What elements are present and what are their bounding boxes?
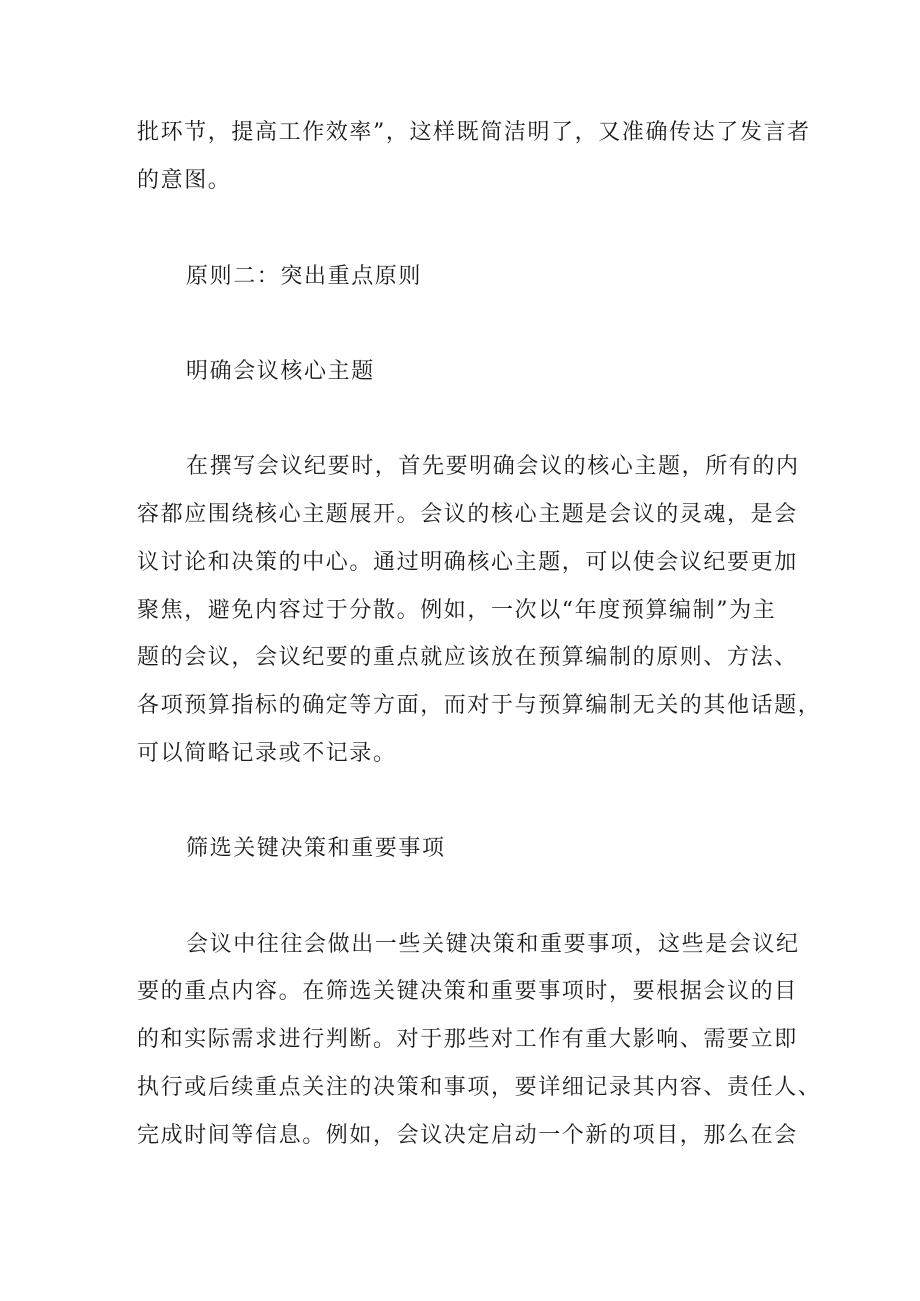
body-text-line: 完成时间等信息。例如，会议决定启动一个新的项目，那么在会 [137,1123,798,1148]
body-text-line: 批环节，提高工作效率”，这样既简洁明了，又准确传达了发言者 [137,120,811,145]
body-text-line: 容都应围绕核心主题展开。会议的核心主题是会议的灵魂，是会 [137,502,798,527]
subsection-heading: 筛选关键决策和重要事项 [186,836,446,861]
body-text-line: 的和实际需求进行判断。对于那些对工作有重大影响、需要立即 [137,1027,798,1052]
body-text-line: 的意图。 [137,168,232,193]
body-text-line: 执行或后续重点关注的决策和事项，要详细记录其内容、责任人、 [137,1075,822,1100]
body-text-line: 聚焦，避免内容过于分散。例如，一次以“年度预算编制”为主 [137,598,777,623]
section-heading: 原则二：突出重点原则 [186,264,423,289]
body-text-line: 要的重点内容。在筛选关键决策和重要事项时，要根据会议的目 [137,979,798,1004]
body-text-line: 各项预算指标的确定等方面，而对于与预算编制无关的其他话题， [137,693,822,718]
body-text-line: 会议中往往会做出一些关键决策和重要事项，这些是会议纪 [186,932,800,957]
subsection-heading: 明确会议核心主题 [186,359,375,384]
body-text-line: 议讨论和决策的中心。通过明确核心主题，可以使会议纪要更加 [137,550,798,575]
body-text-line: 题的会议，会议纪要的重点就应该放在预算编制的原则、方法、 [137,645,798,670]
body-text-line: 在撰写会议纪要时，首先要明确会议的核心主题，所有的内 [186,454,800,479]
body-text-line: 可以简略记录或不记录。 [137,741,397,766]
